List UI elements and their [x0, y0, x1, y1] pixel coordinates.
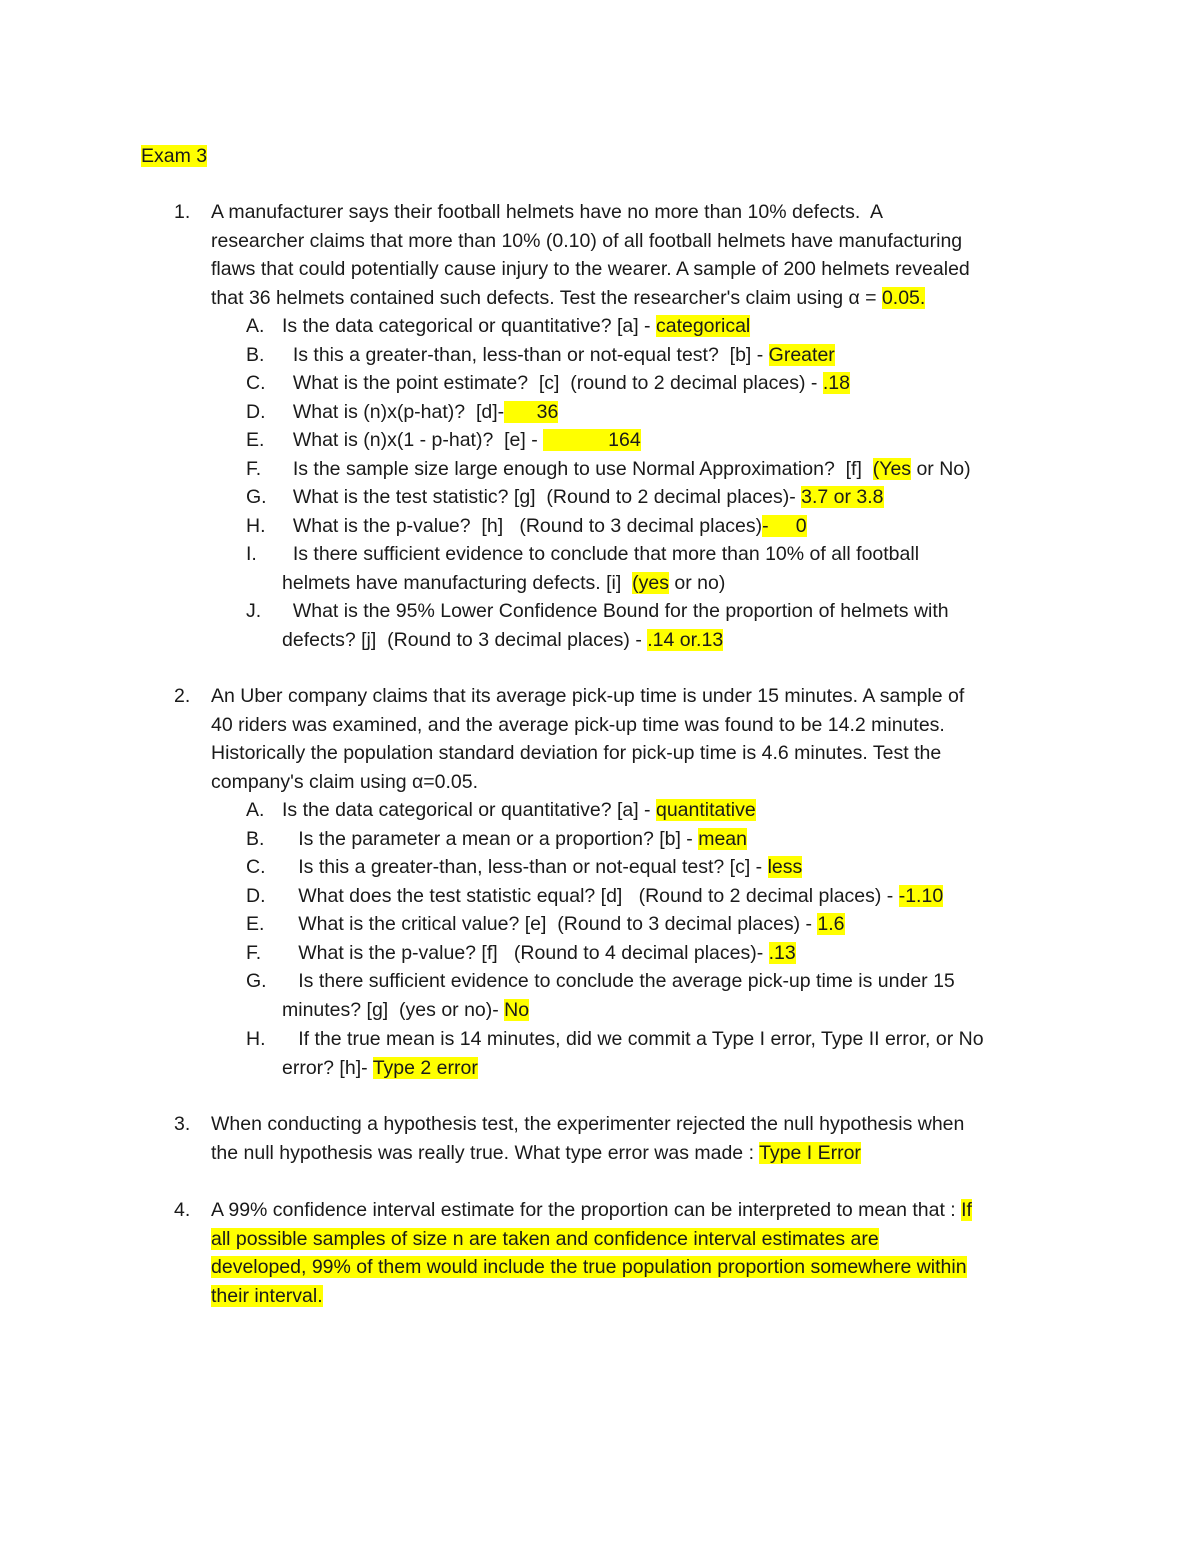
sub-letter: I. — [246, 543, 257, 565]
prompt: the null hypothesis was really true. What type error was made : — [211, 1141, 760, 1164]
answer-highlight: developed, 99% of them would include the true population proportion somewhere within — [211, 1256, 967, 1278]
sub-text — [282, 426, 1082, 455]
text-line — [211, 1225, 1071, 1254]
answer-highlight: less — [767, 856, 803, 878]
sub-text — [282, 939, 1082, 968]
answer-highlight: No — [504, 998, 530, 1021]
prompt: Is the data categorical or quantitative? [a] - — [282, 315, 656, 337]
text-line — [211, 1139, 1071, 1168]
answer-highlight: .14 or.13 — [647, 628, 724, 651]
sub-text — [282, 967, 1082, 1024]
prompt: defects? [j] (Round to 3 decimal places) - — [282, 628, 648, 651]
prompt: What is (n)x(1 - p-hat)? [e] - — [282, 429, 544, 451]
answer-highlight: Type 2 error — [372, 1056, 478, 1079]
text-line — [282, 626, 1082, 655]
answer-highlight: mean — [698, 828, 747, 850]
answer-highlight: all possible samples of size n are taken and confidence interval estimates are — [211, 1227, 879, 1250]
page-title — [141, 142, 207, 170]
text-line: What is the 95% Lower Confidence Bound for the proportion of helmets with — [282, 600, 949, 622]
sub-text — [282, 455, 1082, 484]
sub-letter: H. — [246, 514, 266, 537]
answer-highlight: (yes — [632, 571, 669, 594]
sub-text — [282, 398, 1082, 427]
text-line: Is there sufficient evidence to conclude the average pick-up time is under 15 — [282, 970, 955, 992]
sub-letter: A. — [246, 799, 265, 821]
answer-highlight: -1.10 — [898, 885, 944, 907]
text-line — [211, 284, 1071, 313]
answer-highlight: .13 — [768, 942, 796, 964]
answer-highlight: Type I Error — [759, 1141, 861, 1164]
prompt: helmets have manufacturing defects. [i] — [282, 571, 633, 594]
text-line: Historically the population standard deviation for pick-up time is 4.6 minutes. Test the — [211, 742, 942, 764]
text-line: company's claim using α=0.05. — [211, 770, 479, 793]
sub-letter: G. — [246, 486, 267, 508]
answer-highlight: quantitative — [655, 799, 756, 821]
sub-letter: A. — [246, 315, 265, 337]
question-text — [211, 682, 1071, 796]
sub-letter: G. — [246, 970, 267, 992]
prompt: What does the test statistic equal? [d] (Round to 2 decimal places) - — [282, 885, 899, 907]
answer-highlight: 0.05. — [881, 286, 926, 309]
question-text — [211, 198, 1071, 312]
answer-highlight: Greater — [768, 343, 835, 366]
sub-letter: B. — [246, 828, 265, 850]
prompt: error? [h]- — [282, 1056, 373, 1079]
answer-highlight: categorical — [655, 315, 751, 337]
sub-letter: F. — [246, 457, 262, 480]
text-line: A manufacturer says their football helmets have no more than 10% defects. A — [211, 201, 884, 223]
prompt: Is this a greater-than, less-than or not-equal test? [b] - — [282, 343, 769, 366]
answer-highlight: 164 — [543, 429, 641, 451]
prompt: Is the data categorical or quantitative? [a] - — [282, 799, 656, 821]
prompt: What is (n)x(p-hat)? [d]- — [282, 400, 505, 423]
sub-letter: E. — [246, 913, 265, 935]
sub-text — [282, 882, 1082, 911]
prompt: What is the point estimate? [c] (round to 2 decimal places) - — [282, 372, 823, 394]
sub-letter: D. — [246, 885, 266, 907]
question-number: 3. — [174, 1113, 191, 1135]
answer-highlight: 3.7 or 3.8 — [801, 486, 884, 508]
text-line — [211, 1253, 1071, 1282]
prompt: Is the parameter a mean or a proportion? [b] - — [282, 828, 699, 850]
text-line — [282, 996, 1082, 1025]
sub-text — [282, 540, 1082, 597]
sub-letter: J. — [246, 600, 262, 622]
text-line — [211, 1282, 1071, 1311]
answer-highlight: (Yes — [872, 457, 912, 480]
sub-text — [282, 796, 1082, 825]
answer-highlight: their interval. — [211, 1284, 323, 1307]
suffix: or no) — [668, 571, 726, 594]
sub-letter: H. — [246, 1028, 266, 1050]
question-text — [211, 1110, 1071, 1167]
answer-highlight: - 0 — [762, 514, 807, 537]
sub-text — [282, 369, 1082, 398]
text-line: flaws that could potentially cause injury to the wearer. A sample of 200 helmets revealed — [211, 258, 970, 280]
question-text — [211, 1196, 1071, 1310]
prompt: What is the p-value? [h] (Round to 3 decimal places) — [282, 514, 763, 537]
sub-text — [282, 1025, 1082, 1082]
sub-text — [282, 312, 1082, 341]
answer-highlight: .18 — [822, 372, 850, 394]
sub-text — [282, 825, 1082, 854]
sub-text — [282, 910, 1082, 939]
sub-text — [282, 341, 1082, 370]
sub-letter: C. — [246, 856, 266, 878]
text-line: An Uber company claims that its average pick-up time is under 15 minutes. A sample of — [211, 685, 965, 707]
sub-letter: E. — [246, 429, 265, 451]
question-number: 2. — [174, 685, 191, 707]
question-number: 4. — [174, 1199, 191, 1221]
prompt: minutes? [g] (yes or no)- — [282, 998, 505, 1021]
prompt: Is the sample size large enough to use Normal Approximation? [f] — [282, 457, 873, 480]
sub-text — [282, 597, 1082, 654]
text-line: 40 riders was examined, and the average pick-up time was found to be 14.2 minutes. — [211, 713, 945, 736]
sub-text — [282, 512, 1082, 541]
prompt: What is the p-value? [f] (Round to 4 decimal places)- — [282, 942, 769, 964]
question-number: 1. — [174, 201, 191, 223]
title-highlight: Exam 3 — [141, 145, 208, 167]
sub-letter: D. — [246, 400, 266, 423]
text-line: Is there sufficient evidence to conclude that more than 10% of all football — [282, 543, 920, 565]
sub-letter: B. — [246, 343, 265, 366]
prompt: A 99% confidence interval estimate for the proportion can be interpreted to mean that : — [211, 1199, 962, 1221]
text-segment: that 36 helmets contained such defects. Test the researcher's claim using α = — [211, 286, 882, 309]
text-line — [282, 1054, 1082, 1083]
text-line: researcher claims that more than 10% (0.10) of all football helmets have manufacturing — [211, 229, 963, 252]
prompt: What is the test statistic? [g] (Round to 2 decimal places)- — [282, 486, 802, 508]
answer-highlight: 36 — [504, 400, 559, 423]
suffix: or No) — [911, 457, 971, 480]
sub-letter: F. — [246, 942, 262, 964]
text-line — [211, 1196, 1071, 1225]
sub-text — [282, 853, 1082, 882]
sub-text — [282, 483, 1082, 512]
answer-highlight: If — [961, 1199, 972, 1221]
text-line: If the true mean is 14 minutes, did we commit a Type I error, Type II error, or No — [282, 1028, 984, 1050]
prompt: What is the critical value? [e] (Round to 3 decimal places) - — [282, 913, 818, 935]
text-line: When conducting a hypothesis test, the experimenter rejected the null hypothesis when — [211, 1113, 965, 1135]
sub-letter: C. — [246, 372, 266, 394]
prompt: Is this a greater-than, less-than or not-equal test? [c] - — [282, 856, 768, 878]
answer-highlight: 1.6 — [817, 913, 845, 935]
text-line — [282, 569, 1082, 598]
